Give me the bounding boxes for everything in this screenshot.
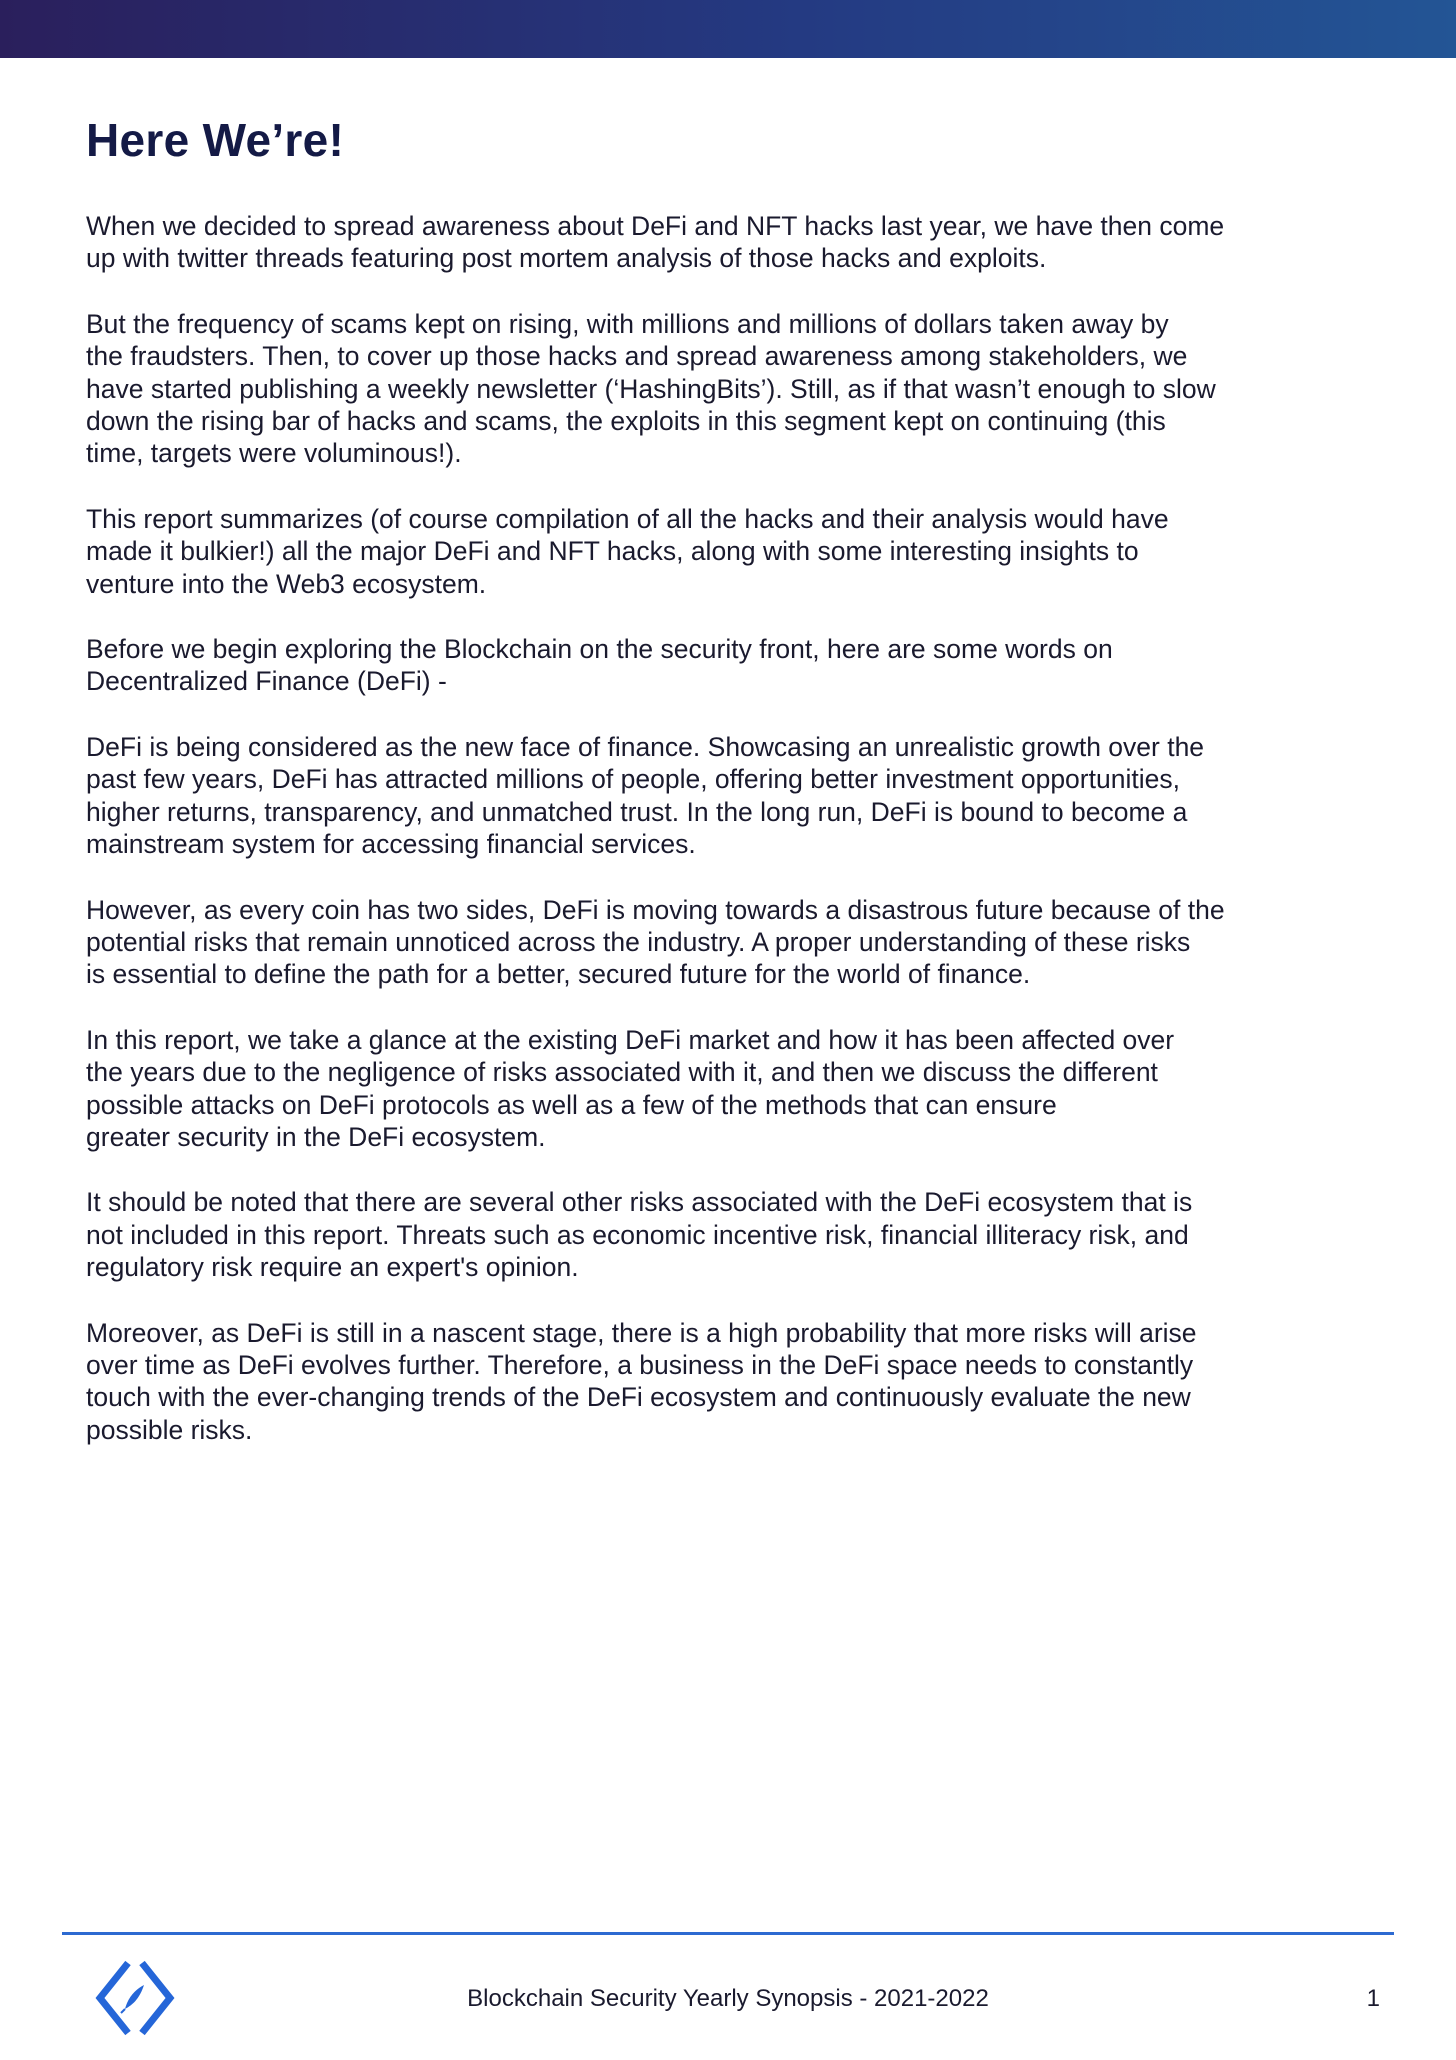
header-band — [0, 0, 1456, 58]
paragraph-7: In this report, we take a glance at the existing DeFi market and how it has been affected over the years due to the negligence of risks associated with it, and then we discuss the different possible attacks on DeFi protocols as well as a few of the methods that can ensure greater security in the DeFi ecosystem. — [86, 1024, 1175, 1152]
paragraph-3: This report summarizes (of course compilation of all the hacks and their analysis would have made it bulkier!) all the major DeFi and NFT hacks, along with some interesting insights to venture into the Web3 ecosystem. — [86, 503, 1169, 599]
paragraph-8: It should be noted that there are several other risks associated with the DeFi ecosystem that is not included in this report. Threats such as economic incentive risk, financial illiteracy risk, and regulatory risk require an expert's opinion. — [86, 1187, 1193, 1283]
paragraph-9: Moreover, as DeFi is still in a nascent stage, there is a high probability that more risks will arise over time as DeFi evolves further. Therefore, a business in the DeFi space needs to constantly touch with the ever-changing trends of the DeFi ecosystem and continuously evaluate the new possible risks. — [86, 1317, 1197, 1445]
paragraph-1: When we decided to spread awareness about DeFi and NFT hacks last year, we have then come up with twitter threads featuring post mortem analysis of those hacks and exploits. — [86, 211, 1225, 274]
footer-title: Blockchain Security Yearly Synopsis - 2021-2022 — [467, 1985, 989, 2012]
footer-divider — [62, 1932, 1394, 1935]
paragraph-2: But the frequency of scams kept on rising, with millions and millions of dollars taken away by the fraudsters. Then, to cover up those hacks and spread awareness among stakeholders, we have started publishing a weekly newsletter (‘HashingBits’). Still, as if that wasn’t enough to slow down the rising bar of hacks and scams, the exploits in this segment kept on continuing (this time, targets were voluminous!). — [86, 308, 1216, 469]
paragraph-4: Before we begin exploring the Blockchain on the security front, here are some words on Decentralized Finance (DeFi) - — [86, 634, 1113, 697]
page-number: 1 — [1366, 1985, 1380, 2012]
paragraph-6: However, as every coin has two sides, DeFi is moving towards a disastrous future because of the potential risks that remain unnoticed across the industry. A proper understanding of these risks is essential to define the path for a better, secured future for the world of finance. — [86, 894, 1225, 990]
page-title: Here We’re! — [86, 114, 345, 166]
paragraph-5: DeFi is being considered as the new face of finance. Showcasing an unrealistic growth over the past few years, DeFi has attracted millions of people, offering better investment opportunities, higher returns, transparency, and unmatched trust. In the long run, DeFi is bound to become a mainstream system for accessing financial services. — [86, 731, 1205, 860]
body-text — [86, 210, 1376, 1479]
